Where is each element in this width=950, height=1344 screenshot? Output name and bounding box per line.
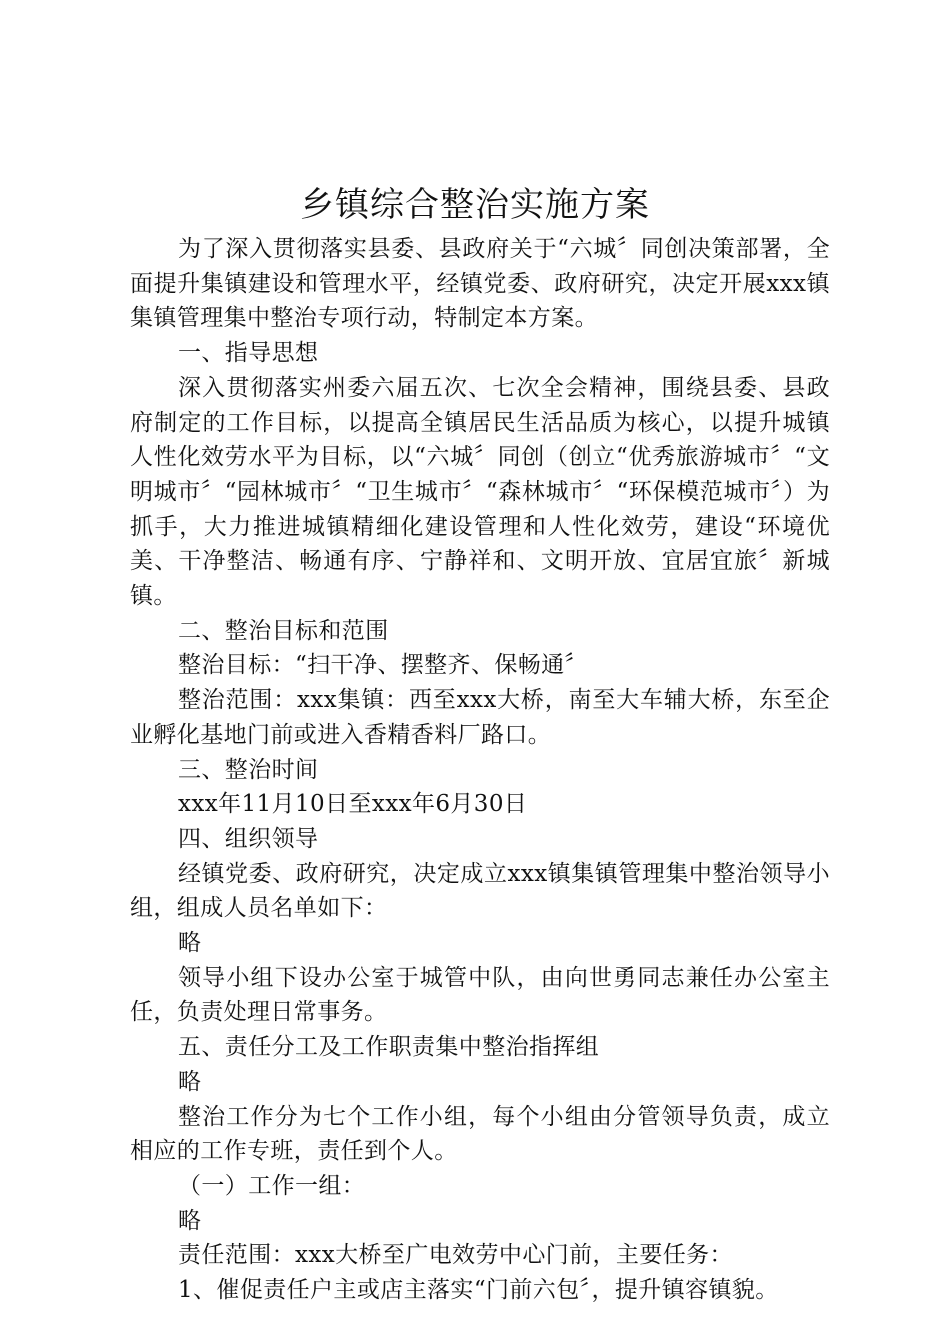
heading-organization: 四、组织领导 bbox=[178, 825, 319, 852]
heading-responsibilities: 五、责任分工及工作职责集中整治指挥组 bbox=[178, 1034, 600, 1061]
heading-time: 三、整治时间 bbox=[178, 756, 319, 783]
heading-group-one: （一）工作一组： bbox=[178, 1172, 366, 1199]
paragraph-office: 领导小组下设办公室于城管中队，由向世勇同志兼任办公室主任，负责处理日常事务。 bbox=[130, 964, 830, 1026]
paragraph-work-groups: 整治工作分为七个工作小组，每个小组由分管领导负责，成立相应的工作专班，责任到个人。 bbox=[130, 1103, 830, 1165]
heading-guiding-ideology: 一、指导思想 bbox=[178, 340, 319, 367]
paragraph-omitted-3: 略 bbox=[178, 1207, 202, 1234]
paragraph-time: xxx年11月10日至xxx年6月30日 bbox=[178, 791, 528, 818]
paragraph-intro: 为了深入贯彻落实县委、县政府关于“六城〞同创决策部署，全面提升集镇建设和管理水平，经镇党委、政府研究，决定开展xxx镇集镇管理集中整治专项行动，特制定本方案。 bbox=[130, 236, 830, 332]
document-body bbox=[130, 232, 830, 1308]
paragraph-guiding-ideology: 深入贯彻落实州委六届五次、七次全会精神，围绕县委、县政府制定的工作目标，以提高全镇居民生活品质为核心，以提升城镇人性化效劳水平为目标，以“六城〞同创（创立“优秀旅游城市〞“文明城市〞“园林城市〞“卫生城市〞“森林城市〞“环保模范城市〞）为抓手，大力推进城镇精细化建设管理和人性化效劳，建设“环境优美、干净整洁、畅通有序、宁静祥和、文明开放、宜居宜旅〞新城镇。 bbox=[130, 374, 830, 610]
heading-goals-scope: 二、整治目标和范围 bbox=[178, 617, 389, 644]
paragraph-omitted-2: 略 bbox=[178, 1068, 202, 1095]
paragraph-organization: 经镇党委、政府研究，决定成立xxx镇集镇管理集中整治领导小组，组成人员名单如下： bbox=[130, 860, 830, 922]
document-title: 乡镇综合整治实施方案 bbox=[300, 185, 650, 225]
paragraph-group-one-scope: 责任范围：xxx大桥至广电效劳中心门前，主要任务： bbox=[178, 1242, 733, 1269]
paragraph-omitted-1: 略 bbox=[178, 930, 202, 957]
paragraph-goals: 整治目标：“扫干净、摆整齐、保畅通〞 bbox=[178, 652, 588, 679]
paragraph-task-1: 1、催促责任户主或店主落实“门前六包〞，提升镇容镇貌。 bbox=[178, 1277, 779, 1304]
paragraph-scope: 整治范围：xxx集镇：西至xxx大桥，南至大车辅大桥，东至企业孵化基地门前或进入香精香料厂路口。 bbox=[130, 687, 830, 748]
